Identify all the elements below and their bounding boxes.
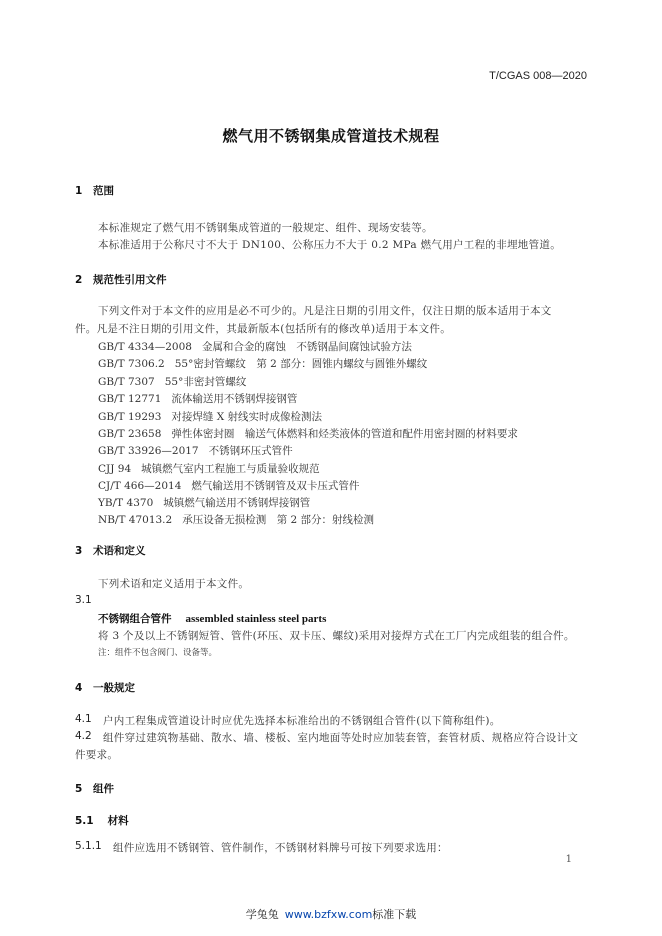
section-number: 1 [75,185,83,197]
reference-code: GB/T 19293 [98,411,162,423]
reference-title: 55°非密封管螺纹 [164,376,247,388]
section-number: 2 [75,274,83,286]
section-2-heading [75,272,167,287]
clause-text-continued: 件要求。 [75,749,119,761]
section-title: 组件 [93,783,114,795]
reference-item [98,512,374,527]
reference-code: CJJ 94 [98,463,132,475]
reference-item [98,374,246,389]
reference-item [98,391,297,406]
section-number: 4 [75,682,83,694]
term-chinese: 不锈钢组合管件 [98,613,172,625]
section-title: 一般规定 [93,682,135,694]
section-1-paragraph-2: 本标准适用于公称尺寸不大于 DN100、公称压力不大于 0.2 MPa 燃气用户工程的非埋地管道。 [98,239,561,251]
reference-title: 金属和合金的腐蚀 不锈钢晶间腐蚀试验方法 [201,341,412,353]
reference-item [98,356,427,371]
watermark-site-name: 学兔兔 [245,908,279,921]
section-1-paragraph-1: 本标准规定了燃气用不锈钢集成管道的一般规定、组件、现场安装等。 [98,222,433,234]
section-4-heading [75,680,135,695]
reference-title: 对接焊缝 X 射线实时成像检测法 [171,411,323,423]
clause-text: 组件穿过建筑物基础、散水、墙、楼板、室内地面等处时应加装套管，套管材质、规格应符合设计文 [103,732,579,744]
reference-item [98,461,320,476]
clause-number: 5.1.1 [75,840,102,852]
reference-code: YB/T 4370 [98,497,154,509]
reference-code: CJ/T 466—2014 [98,480,182,492]
section-1-heading [75,183,114,198]
term-definition: 将 3 个及以上不锈钢短管、管件(环压、双卡压、螺纹)采用对接焊方式在工厂内完成组装的组合件。 [98,630,575,642]
clause-text: 组件应选用不锈钢管、管件制作，不锈钢材料牌号可按下列要求选用： [113,842,448,854]
term-note: 注：组件不包含阀门、设备等。 [98,648,218,658]
page-number: 1 [565,854,572,865]
reference-title: 城镇燃气室内工程施工与质量验收规范 [141,463,320,475]
reference-code: GB/T 33926—2017 [98,445,199,457]
reference-code: GB/T 4334—2008 [98,341,192,353]
reference-item [98,409,322,424]
reference-code: GB/T 7307 [98,376,155,388]
term-entry [98,611,326,626]
document-title: 燃气用不锈钢集成管道技术规程 [222,127,440,145]
term-number: 3.1 [75,594,92,606]
section-2-intro-line-1: 下列文件对于本文件的应用是必不可少的。凡是注日期的引用文件，仅注日期的版本适用于本文 [98,305,552,317]
section-number: 3 [75,545,83,557]
reference-code: GB/T 12771 [98,393,162,405]
watermark [0,906,662,922]
section-2-intro-line-2: 件。凡是不注日期的引用文件，其最新版本(包括所有的修改单)适用于本文件。 [75,323,451,335]
reference-item [98,426,518,441]
reference-title: 流体输送用不锈钢焊接钢管 [171,393,298,405]
reference-code: NB/T 47013.2 [98,514,173,526]
section-3-intro: 下列术语和定义适用于本文件。 [98,578,250,590]
subsection-number: 5.1 [75,815,94,827]
reference-title: 承压设备无损检测 第 2 部分：射线检测 [182,514,375,526]
subsection-title: 材料 [107,815,129,827]
reference-code: GB/T 7306.2 [98,358,165,370]
subsection-heading [75,813,129,828]
standard-code: T/CGAS 008—2020 [489,70,587,82]
reference-item [98,495,310,510]
clause-number: 4.2 [75,730,92,742]
watermark-suffix: 标准下载 [372,908,417,921]
reference-title: 城镇燃气输送用不锈钢焊接钢管 [163,497,311,509]
clause-text: 户内工程集成管道设计时应优先选择本标准给出的不锈钢组合管件(以下简称组件)。 [103,715,501,727]
reference-title: 55°密封管螺纹 第 2 部分：圆锥内螺纹与圆锥外螺纹 [174,358,428,370]
section-3-heading [75,543,146,558]
clause-number: 4.1 [75,713,92,725]
reference-code: GB/T 23658 [98,428,162,440]
reference-title: 燃气输送用不锈钢管及双卡压式管件 [191,480,360,492]
section-number: 5 [75,783,83,795]
section-title: 术语和定义 [93,545,146,557]
section-title: 规范性引用文件 [93,274,167,286]
reference-item [98,443,293,458]
reference-title: 不锈钢环压式管件 [208,445,293,457]
term-english: assembled stainless steel parts [185,613,327,625]
section-5-heading [75,781,114,796]
reference-item [98,478,359,493]
section-title: 范围 [93,185,114,197]
watermark-url-link[interactable]: www.bzfxw.com [284,908,373,921]
reference-item [98,339,412,354]
reference-title: 弹性体密封圈 输送气体燃料和烃类液体的管道和配件用密封圈的材料要求 [171,428,518,440]
